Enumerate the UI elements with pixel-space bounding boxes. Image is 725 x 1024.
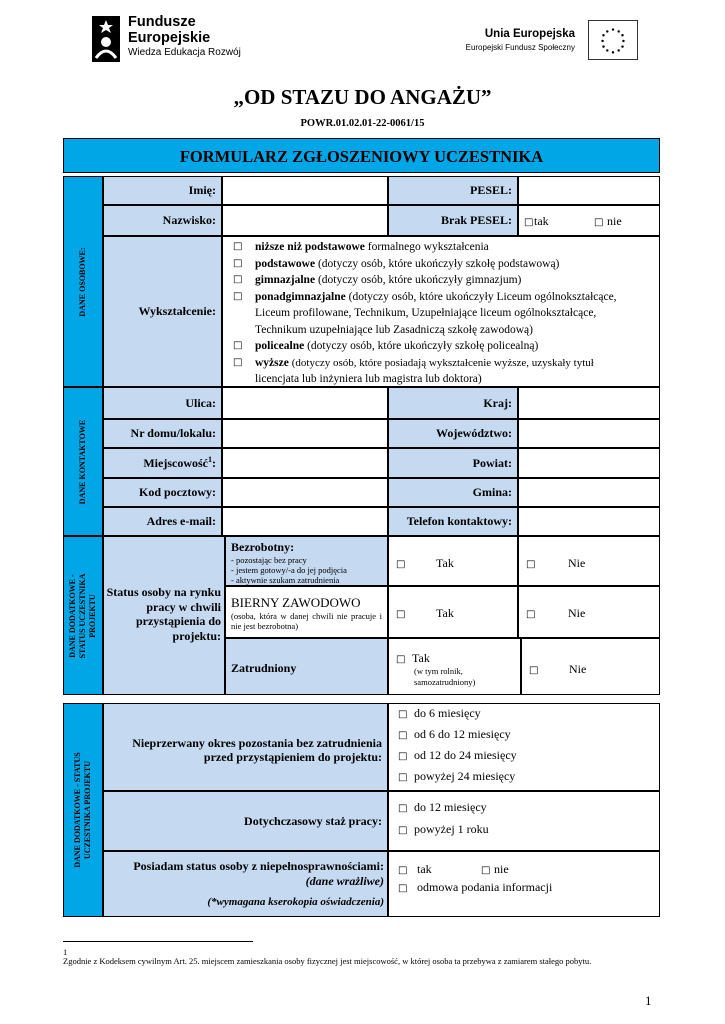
section-extra-l2: UCZESTNIKA PROJEKTU	[83, 760, 92, 860]
niepeln-odmowa-label: odmowa podania informacji	[417, 880, 553, 894]
checkbox-icon[interactable]: □	[398, 865, 408, 876]
bezrobotny-tak[interactable]	[388, 536, 518, 586]
bezrobotny-line1: - pozostając bez pracy	[231, 555, 307, 565]
checkbox-icon[interactable]: □	[233, 274, 243, 285]
okres-l2: przed przystąpieniem do projektu:	[203, 750, 382, 764]
input-nazwisko[interactable]	[222, 205, 388, 236]
checkbox-icon[interactable]: □	[524, 217, 534, 228]
bezrobotny-line3: - aktywnie szukam zatrudnienia	[231, 575, 340, 585]
checkbox-icon[interactable]: □	[526, 609, 536, 620]
niepeln-nie[interactable]	[481, 862, 509, 877]
section-personal-side	[63, 176, 103, 387]
section-status-side	[63, 536, 103, 695]
edu-option[interactable]	[233, 239, 653, 256]
okres-l1: Nieprzerwany okres pozostania bez zatrudnienia	[132, 736, 382, 750]
checkbox-icon[interactable]: □	[529, 665, 539, 676]
edu-option-bold: wyższe	[255, 356, 289, 369]
label-bierny	[225, 586, 388, 638]
fe-line2: Europejskie	[128, 30, 211, 46]
checkbox-icon[interactable]: □	[398, 751, 408, 762]
input-wojewodztwo[interactable]	[518, 419, 660, 448]
section-contact-label: DANE KONTAKTOWE	[78, 419, 87, 504]
label-gmina	[388, 478, 518, 507]
label-staz	[103, 791, 388, 851]
label-okres	[103, 703, 388, 791]
checkbox-icon[interactable]: □	[398, 825, 408, 836]
page-number: 1	[645, 993, 652, 1008]
section-status-label	[68, 573, 98, 658]
label-email	[103, 507, 222, 536]
input-pesel[interactable]	[518, 176, 660, 205]
okres-option[interactable]	[398, 706, 481, 721]
checkbox-icon[interactable]: □	[398, 883, 408, 894]
label-niepeln	[103, 851, 388, 917]
footnote-text: Zgodnie z Kodeksem cywilnym Art. 25. miejscem zamieszkania osoby fizycznej jest miejscowość, w której osoba ta przebywa z zamiarem stałego pobytu.	[63, 956, 592, 966]
input-gmina[interactable]	[518, 478, 660, 507]
label-brak-pesel-text: Brak PESEL:	[440, 213, 512, 227]
bierny-sub: (osoba, która w danej chwili nie pracuje i nie jest bezrobotna)	[231, 611, 382, 631]
staz-option[interactable]	[398, 822, 489, 837]
niepeln-l2: (dane wrażliwe)	[305, 874, 384, 888]
checkbox-icon[interactable]: □	[233, 290, 243, 302]
footnote-ref: 1	[208, 455, 212, 464]
checkbox-icon[interactable]: □	[398, 730, 408, 741]
label-kod	[103, 478, 222, 507]
section-extra-label	[73, 752, 93, 867]
fundusze-europejskie-logo-icon	[86, 14, 126, 64]
footnote-divider	[63, 941, 253, 942]
edu-option-bold: podstawowe	[255, 257, 316, 270]
bezrobotny-nie[interactable]	[518, 536, 660, 586]
brak-pesel-tak[interactable]	[524, 214, 549, 229]
label-miejscowosc-text	[143, 455, 216, 471]
label-brak-pesel	[388, 205, 518, 236]
edu-option[interactable]	[233, 355, 653, 372]
label-kod-text: Kod pocztowy:	[139, 485, 216, 499]
niepeln-odmowa[interactable]	[398, 880, 552, 895]
checkbox-icon[interactable]: □	[396, 609, 406, 620]
okres-option-label: od 6 do 12 miesięcy	[414, 727, 511, 741]
input-nr-domu[interactable]	[222, 419, 388, 448]
edu-option-rest: (dotyczy osób, które ukończyły Liceum ogólnokształcące,	[348, 290, 617, 303]
status-label-l3: przystąpienia do	[135, 614, 221, 628]
status-label-l1: Status osoby na rynku	[106, 585, 221, 599]
edu-option-rest: (dotyczy osób, które ukończyły szkołę podstawową)	[317, 257, 560, 270]
edu-continuation	[233, 371, 653, 388]
section-status-l1: DANE DODATKOWE -	[68, 573, 77, 658]
input-kraj[interactable]	[518, 387, 660, 419]
bierny-title: BIERNY ZAWODOWO	[231, 595, 361, 610]
edu-continuation	[233, 305, 653, 322]
page-title: „OD STAZU DO ANGAŻU”	[233, 85, 492, 109]
staz-option-label: do 12 miesięcy	[414, 800, 487, 814]
bierny-nie-label: Nie	[568, 606, 586, 620]
label-imie	[103, 176, 222, 205]
edu-cont1: Liceum profilowane, Technikum, Uzupełniające liceum ogólnokształcące,	[255, 307, 597, 319]
niepeln-tak-label: tak	[417, 862, 432, 876]
eu-line1: Unia Europejska	[484, 28, 575, 40]
edu-option-rest: (dotyczy osób, które ukończyły gimnazjum)	[317, 274, 522, 286]
input-ulica[interactable]	[222, 387, 388, 419]
brak-pesel-options	[518, 205, 660, 236]
checkbox-icon[interactable]: □	[398, 709, 408, 720]
checkbox-icon[interactable]: □	[233, 340, 243, 351]
footnote-number: 1	[63, 947, 68, 957]
label-wojewodztwo	[388, 419, 518, 448]
edu-cont3: licencjata lub inżyniera lub magistra lub doktora)	[255, 373, 482, 385]
staz-option-label: powyżej 1 roku	[414, 822, 489, 836]
eu-line2: Europejski Fundusz Społeczny	[465, 43, 575, 52]
okres-option[interactable]	[398, 748, 517, 763]
bezrobotny-title: Bezrobotny:	[231, 540, 295, 554]
zatrudniony-nie-label: Nie	[569, 662, 587, 676]
label-gmina-text: Gmina:	[472, 485, 512, 499]
label-ulica	[103, 387, 222, 419]
input-email[interactable]	[222, 507, 388, 536]
label-pesel	[388, 176, 518, 205]
niepeln-nie-label: nie	[494, 862, 509, 876]
edu-continuation	[233, 322, 653, 339]
input-kod[interactable]	[222, 478, 388, 507]
miejscowosc-colon: :	[212, 456, 216, 470]
edu-option-bold: niższe niż podstawowe	[255, 241, 365, 253]
bezrobotny-line2: - jestem gotowy/-a do jej podjęcia	[231, 565, 347, 575]
section-status-l3: PROJEKTU	[88, 593, 97, 638]
okres-option-label: powyżej 24 miesięcy	[414, 769, 516, 783]
label-zatrudniony	[225, 638, 388, 695]
edu-cont2: Technikum uzupełniające lub Zasadniczą szkołę zawodową)	[255, 323, 533, 336]
edu-option-bold: gimnazjalne	[255, 274, 316, 286]
brak-pesel-tak-label: tak	[534, 214, 549, 228]
checkbox-icon[interactable]: □	[233, 241, 243, 252]
label-pesel-text: PESEL:	[469, 183, 512, 197]
education-options	[222, 236, 660, 387]
edu-option[interactable]	[233, 272, 653, 289]
section-personal-label: DANE OSOBOWE:	[78, 246, 87, 317]
niepeln-tak[interactable]	[398, 862, 432, 877]
okres-option-label: do 6 miesięcy	[414, 706, 481, 720]
bierny-tak[interactable]	[388, 586, 518, 638]
project-code: POWR.01.02.01-22-0061/15	[300, 118, 425, 129]
section-extra-l1: DANE DODATKOWE - STATUS	[73, 752, 82, 868]
zatrudniony-tak-label: Tak	[412, 651, 430, 665]
niepeln-l3: (*wymagana kserokopia oświadczenia)	[207, 896, 384, 908]
eu-flag-icon	[588, 20, 638, 60]
label-wyksztalcenie-text: Wykształcenie:	[138, 304, 216, 318]
form-title: FORMULARZ ZGŁOSZENIOWY UCZESTNIKA	[63, 138, 660, 173]
edu-option-rest: (dotyczy osób, które ukończyły szkołę policealną)	[307, 340, 539, 352]
niepeln-options	[388, 851, 660, 917]
okres-option[interactable]	[398, 769, 515, 784]
label-kraj-text: Kraj:	[483, 395, 512, 410]
status-label-l4: projektu:	[172, 628, 221, 643]
label-telefon-text: Telefon kontaktowy:	[406, 514, 512, 528]
fe-line1: Fundusze	[128, 14, 196, 30]
edu-option[interactable]	[233, 256, 653, 273]
rolnik-line2: samozatrudniony)	[414, 677, 476, 687]
label-kraj	[388, 387, 518, 419]
edu-option-bold: ponadgimnazjalne	[255, 290, 346, 303]
edu-option-rest: formalnego wykształcenia	[367, 241, 489, 253]
label-status	[103, 536, 225, 695]
label-imie-text: Imię:	[188, 183, 216, 197]
status-label-l2: pracy w chwili	[146, 599, 221, 614]
edu-option[interactable]	[233, 338, 653, 355]
label-wojewodztwo-text: Województwo:	[436, 426, 512, 440]
input-imie[interactable]	[222, 176, 388, 205]
label-telefon	[388, 507, 518, 536]
rolnik-line1: (w tym rolnik,	[414, 666, 463, 676]
staz-text: Dotychczasowy staż pracy:	[244, 813, 382, 828]
staz-options	[388, 791, 660, 851]
label-nazwisko-text: Nazwisko:	[162, 213, 216, 227]
checkbox-icon[interactable]: □	[526, 559, 536, 570]
edu-option-rest: (dotyczy osób, które posiadają wykształcenie wyższe, uzyskały tytuł	[291, 356, 594, 369]
label-miejscowosc	[103, 448, 222, 478]
brak-pesel-nie[interactable]	[594, 214, 622, 229]
label-nr-domu-text: Nr domu/lokalu:	[130, 426, 216, 440]
zatrudniony-tak[interactable]	[388, 638, 521, 695]
checkbox-icon[interactable]: □	[398, 772, 408, 783]
label-bezrobotny	[225, 536, 388, 586]
bierny-tak-label: Tak	[436, 606, 454, 620]
edu-option-bold: policealne	[255, 340, 305, 352]
zatrudniony-text: Zatrudniony	[231, 661, 297, 675]
label-nr-domu	[103, 419, 222, 448]
checkbox-icon[interactable]: □	[594, 217, 604, 228]
label-powiat	[388, 448, 518, 478]
brak-pesel-nie-label: nie	[607, 214, 622, 228]
niepeln-l1: Posiadam status osoby z niepełnosprawnościami:	[133, 859, 384, 873]
label-powiat-text: Powiat:	[472, 455, 512, 470]
checkbox-icon[interactable]: □	[481, 865, 491, 876]
okres-options	[388, 703, 660, 791]
okres-option[interactable]	[398, 727, 511, 742]
bezrobotny-nie-label: Nie	[568, 556, 586, 570]
bezrobotny-tak-label: Tak	[436, 556, 454, 570]
label-ulica-text: Ulica:	[185, 395, 216, 410]
staz-option[interactable]	[398, 800, 487, 815]
bierny-nie[interactable]	[518, 586, 660, 638]
label-email-text: Adres e-mail:	[146, 514, 216, 528]
section-status-l2: STATUS UCZESTNIKA	[78, 573, 87, 658]
input-powiat[interactable]	[518, 448, 660, 478]
fe-line3: Wiedza Edukacja Rozwój	[128, 47, 241, 58]
section-extra-side	[63, 703, 103, 917]
checkbox-icon[interactable]: □	[233, 257, 243, 269]
checkbox-icon[interactable]: □	[396, 654, 406, 665]
label-wyksztalcenie	[103, 236, 222, 387]
eu-logo-text	[466, 26, 575, 54]
checkbox-icon[interactable]: □	[398, 803, 408, 814]
fe-logo-text	[128, 14, 241, 60]
input-telefon[interactable]	[518, 507, 660, 536]
edu-option[interactable]	[233, 289, 653, 306]
label-nazwisko	[103, 205, 222, 236]
checkbox-icon[interactable]: □	[396, 559, 406, 570]
miejscowosc-word: Miejscowość	[143, 456, 208, 470]
section-contact-side	[63, 387, 103, 536]
checkbox-icon[interactable]: □	[233, 356, 243, 368]
input-miejscowosc[interactable]	[222, 448, 388, 478]
zatrudniony-nie[interactable]	[521, 638, 660, 695]
okres-option-label: od 12 do 24 miesięcy	[414, 748, 517, 762]
